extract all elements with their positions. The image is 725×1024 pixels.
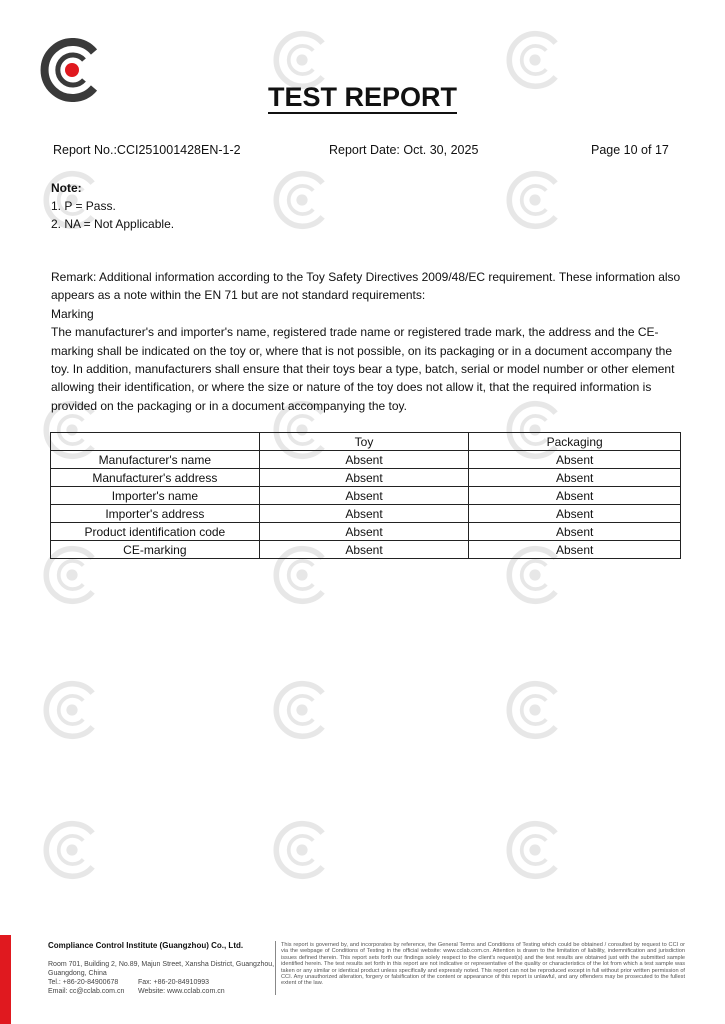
- footer-email: Email: cc@cclab.com.cn: [48, 988, 125, 995]
- table-cell: Absent: [469, 505, 681, 523]
- table-cell: Importer's name: [51, 487, 260, 505]
- footer-divider: [275, 941, 276, 995]
- note-item: 2. NA = Not Applicable.: [51, 217, 175, 231]
- footer-tel: Tel.: +86-20-84900678: [48, 979, 119, 986]
- watermark-logo: [272, 170, 332, 230]
- watermark-logo: [505, 820, 565, 880]
- table-row: [51, 487, 681, 505]
- footer-fax: Fax: +86-20-84910993: [138, 979, 210, 986]
- footer-contact-row: [48, 987, 274, 996]
- table-row: [51, 541, 681, 559]
- table-row: [51, 451, 681, 469]
- table-cell: Absent: [469, 469, 681, 487]
- footer-disclaimer: This report is governed by, and incorporates by reference, the General Terms and Conditions of Testing which could be obtained / consulted by request to CCI or via the webpage of Conditions of Testing in the official website: www.cclab.com.cn. Attention is drawn to the limitation of liability, indemnification and jurisdiction issues defined therein. This report sets forth our findings solely respect to the client's request(s) and the test results are obtained just with the submitted sample identified herein. The test results set forth in this report are not indicative or representative of the quality or characteristics of the lot from which a test sample was taken or any similar or identical product unless specifically and expressly noted. This report can not be reproduced except in full without prior written permission of CCI. Any unauthorized alteration, forgery or falsification of the content or appearance of this report is unlawful, and any offenders may be prosecuted to the fullest extent of the law.: [281, 942, 685, 987]
- remark-body: The manufacturer's and importer's name, registered trade name or registered trade mark, the address and the CE-marking shall be indicated on the toy or, where that is not possible, on its packaging or in a document accompany the toy. In addition, manufacturers shall ensure that their toys bear a type, batch, serial or model number or other element allowing their identification, or where the size or nature of the toy does not allow it, that the required information is provided on the packaging or in a document accompanying the toy.: [51, 325, 675, 413]
- watermark-logo: [42, 680, 102, 740]
- footer-contact-row: [48, 978, 274, 987]
- remark-section: [51, 268, 686, 415]
- table-cell: Importer's address: [51, 505, 260, 523]
- table-header-cell: [51, 433, 260, 451]
- table-cell: Absent: [259, 469, 469, 487]
- watermark-logo: [42, 820, 102, 880]
- brand-bar: [0, 935, 11, 1024]
- table-header-cell: Packaging: [469, 433, 681, 451]
- watermark-logo: [505, 30, 565, 90]
- table-cell: CE-marking: [51, 541, 260, 559]
- watermark-logo: [272, 820, 332, 880]
- table-cell: Absent: [259, 505, 469, 523]
- note-section: [51, 179, 174, 233]
- table-cell: Absent: [469, 451, 681, 469]
- table-cell: Absent: [469, 541, 681, 559]
- watermark-logo: [505, 680, 565, 740]
- note-heading: Note:: [51, 181, 82, 195]
- table-cell: Absent: [259, 451, 469, 469]
- marking-table: [50, 432, 681, 559]
- watermark-logo: [272, 30, 332, 90]
- table-cell: Manufacturer's name: [51, 451, 260, 469]
- table-row: [51, 523, 681, 541]
- footer-address: Guangdong, China: [48, 970, 107, 977]
- footer-website: Website: www.cclab.com.cn: [138, 988, 225, 995]
- report-date: Report Date: Oct. 30, 2025: [329, 143, 479, 157]
- note-item: 1. P = Pass.: [51, 199, 116, 213]
- remark-subheading: Marking: [51, 306, 94, 321]
- report-number: Report No.:CCI251001428EN-1-2: [53, 143, 241, 157]
- table-cell: Product identification code: [51, 523, 260, 541]
- footer-address: Room 701, Building 2, No.89, Majun Street, Xansha District, Guangzhou,: [48, 961, 275, 968]
- page-title: TEST REPORT: [267, 82, 457, 112]
- footer-company-info: [48, 941, 274, 996]
- table-cell: Absent: [469, 487, 681, 505]
- table-cell: Absent: [259, 541, 469, 559]
- watermark-logo: [272, 680, 332, 740]
- table-row: [51, 505, 681, 523]
- watermark-logo: [505, 170, 565, 230]
- table-row: [51, 469, 681, 487]
- table-cell: Absent: [259, 523, 469, 541]
- table-cell: Absent: [469, 523, 681, 541]
- table-cell: Absent: [259, 487, 469, 505]
- remark-intro: Remark: Additional information according to the Toy Safety Directives 2009/48/EC requirement. These information also appears as a note within the EN 71 but are not standard requirements:: [51, 270, 681, 303]
- page-number: Page 10 of 17: [591, 143, 669, 157]
- table-header-cell: Toy: [259, 433, 469, 451]
- table-cell: Manufacturer's address: [51, 469, 260, 487]
- table-header-row: [51, 433, 681, 451]
- footer-company-name: Compliance Control Institute (Guangzhou) Co., Ltd.: [48, 941, 244, 950]
